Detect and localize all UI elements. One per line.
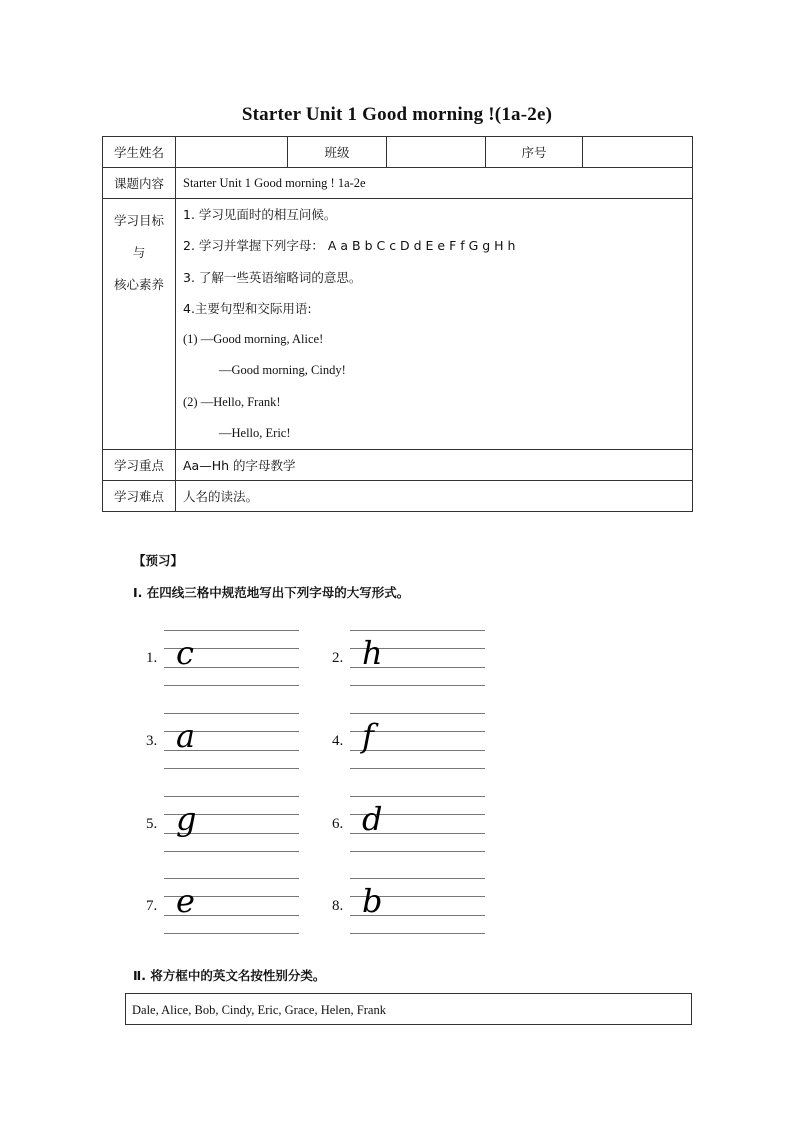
focus-label: 学习重点 [103,450,176,481]
lesson-info-table [102,136,693,512]
letter-item[interactable] [332,630,692,690]
difficulty-row [103,481,693,512]
handwritten-letter: d [362,800,383,838]
student-row [103,137,693,168]
goal-line: —Good morning, Cindy! [219,363,346,378]
goals-label-line-2: 与 [132,245,146,260]
page-title: Starter Unit 1 Good morning !(1a-2e) [241,104,553,125]
item-number: 7. [146,898,158,914]
topic-label: 课题内容 [103,168,176,199]
question-2-title: Ⅱ. 将方框中的英文名按性别分类。 [133,968,326,983]
class-label: 班级 [288,137,387,168]
handwritten-letter: a [176,717,196,755]
item-number: 2. [332,650,344,666]
number-field[interactable] [583,137,693,168]
number-label: 序号 [486,137,583,168]
difficulty-value: 人名的读法。 [176,481,693,512]
preview-heading: 【预习】 [133,553,184,568]
goal-line: —Hello, Eric! [219,426,291,441]
letter-item[interactable] [332,878,692,938]
goals-label-line-1: 学习目标 [113,213,164,228]
item-number: 4. [332,733,344,749]
difficulty-label: 学习难点 [103,481,176,512]
item-number: 5. [146,816,158,832]
handwritten-letter: c [176,634,194,672]
handwritten-letter: e [176,882,195,920]
student-name-label: 学生姓名 [103,137,176,168]
goals-row [103,199,693,450]
goal-line: 2. 学习并掌握下列字母： A a B b C c D d E e F f G g H h [183,238,516,254]
goal-line: 1. 学习见面时的相互问候。 [183,207,337,222]
item-number: 1. [146,650,158,666]
item-number: 6. [332,816,344,832]
handwritten-letter: f [362,717,374,755]
focus-row [103,450,693,481]
goal-line: (2) —Hello, Frank! [183,394,281,409]
goals-content [176,199,693,450]
goals-label [103,199,176,450]
item-number: 8. [332,898,344,914]
goal-line: 3. 了解一些英语缩略词的意思。 [183,269,362,285]
handwritten-letter: b [362,882,383,920]
question-1-title: Ⅰ. 在四线三格中规范地写出下列字母的大写形式。 [133,585,410,600]
student-name-field[interactable] [176,137,288,168]
topic-value: Starter Unit 1 Good morning ! 1a-2e [176,168,693,199]
letter-item[interactable] [332,713,692,773]
letter-item[interactable] [332,796,692,856]
focus-value: Aa—Hh 的字母教学 [176,450,693,481]
goal-line: 4.主要句型和交际用语: [183,300,312,316]
handwritten-letter: h [362,634,383,672]
class-field[interactable] [387,137,486,168]
topic-row [103,168,693,199]
item-number: 3. [146,733,158,749]
goal-line: (1) —Good morning, Alice! [183,332,324,347]
names-box: Dale, Alice, Bob, Cindy, Eric, Grace, Helen, Frank [125,993,692,1025]
handwritten-letter: g [176,800,197,838]
goals-label-line-3: 核心素养 [113,277,164,292]
